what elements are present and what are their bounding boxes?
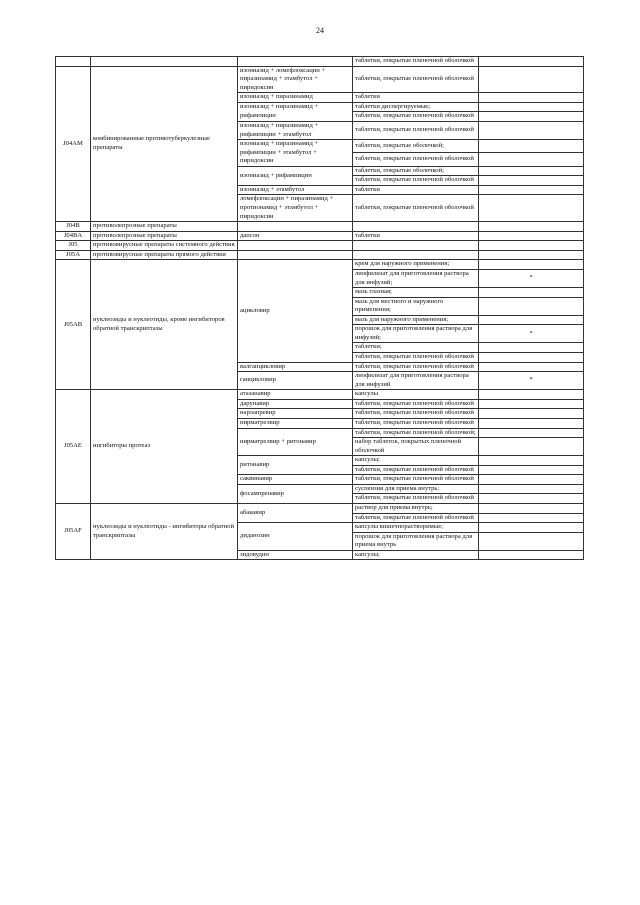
drug-name-cell: изониазид + пиразинамид <box>238 93 353 103</box>
table-row <box>56 57 584 67</box>
note-mark-cell <box>479 102 584 112</box>
dosage-form-cell: крем для наружного применения; <box>353 260 479 270</box>
dosage-form-cell: таблетки, покрытые пленочной оболочкой <box>353 121 479 139</box>
note-mark-cell <box>479 484 584 494</box>
note-mark-cell <box>479 428 584 438</box>
note-mark-cell <box>479 353 584 363</box>
dosage-form-cell: капсулы; <box>353 456 479 466</box>
dosage-form-cell: таблетки, покрытые пленочной оболочкой <box>353 176 479 186</box>
dosage-form-cell: капсулы; <box>353 550 479 560</box>
atc-code-cell: J04AM <box>56 66 91 222</box>
atc-code-cell: J05AE <box>56 390 91 504</box>
dosage-form-cell: таблетки, покрытые пленочной оболочкой <box>353 195 479 222</box>
note-mark-cell <box>479 66 584 93</box>
note-mark-cell <box>479 176 584 186</box>
note-mark-cell <box>479 399 584 409</box>
dosage-form-cell: таблетки, покрытые оболочкой; <box>353 166 479 176</box>
dosage-form-cell: таблетки, покрытые пленочной оболочкой <box>353 465 479 475</box>
note-mark-cell <box>479 231 584 241</box>
dosage-form-cell <box>353 250 479 260</box>
note-mark-cell <box>479 550 584 560</box>
page-number: 24 <box>316 26 324 35</box>
dosage-form-cell: раствор для приема внутрь; <box>353 504 479 514</box>
note-mark-cell <box>479 57 584 67</box>
dosage-form-cell: мазь глазная; <box>353 288 479 298</box>
drug-group-cell: противолепрозные препараты <box>91 222 238 232</box>
note-mark-cell <box>479 297 584 315</box>
drug-group-cell <box>91 57 238 67</box>
drug-group-cell: ингибиторы протеаз <box>91 390 238 504</box>
drug-name-cell: ганцикловир <box>238 372 353 390</box>
drug-name-cell: ацикловир <box>238 260 353 362</box>
drug-name-cell: саквинавир <box>238 475 353 485</box>
note-mark-cell <box>479 362 584 372</box>
note-mark-cell <box>479 343 584 353</box>
dosage-form-cell: таблетки, покрытые пленочной оболочкой <box>353 513 479 523</box>
dosage-form-cell: капсулы кишечнорастворимые; <box>353 523 479 533</box>
table-row <box>56 390 584 400</box>
atc-code-cell: J05AB <box>56 260 91 390</box>
drug-name-cell: ритонавир <box>238 456 353 475</box>
note-mark-cell <box>479 532 584 550</box>
note-mark-cell: * <box>479 372 584 390</box>
table-row <box>56 222 584 232</box>
drug-name-cell: дарунавир <box>238 399 353 409</box>
drug-group-cell: противовирусные препараты системного действия <box>91 241 238 251</box>
drug-name-cell <box>238 57 353 67</box>
table-row <box>56 241 584 251</box>
dosage-form-cell: суспензия для приема внутрь; <box>353 484 479 494</box>
note-mark-cell <box>479 438 584 456</box>
note-mark-cell <box>479 494 584 504</box>
drug-name-cell <box>238 241 353 251</box>
note-mark-cell <box>479 456 584 466</box>
drug-name-cell <box>238 222 353 232</box>
dosage-form-cell: таблетки, покрытые пленочной оболочкой; <box>353 428 479 438</box>
note-mark-cell <box>479 418 584 428</box>
note-mark-cell: * <box>479 269 584 287</box>
dosage-form-cell: таблетки диспергируемые; <box>353 102 479 112</box>
table-row <box>56 66 584 93</box>
drug-name-cell: изониазид + пиразинамид + рифампицин + этамбутол + пиридоксин <box>238 140 353 167</box>
dosage-form-cell: лиофилизат для приготовления раствора для инфузий <box>353 372 479 390</box>
drug-name-cell: нирматрелвир <box>238 418 353 428</box>
note-mark-cell <box>479 140 584 153</box>
note-mark-cell <box>479 409 584 419</box>
note-mark-cell <box>479 166 584 176</box>
table-row <box>56 231 584 241</box>
drug-name-cell: изониазид + пиразинамид + рифампицин <box>238 102 353 121</box>
table-row <box>56 260 584 270</box>
note-mark-cell <box>479 260 584 270</box>
note-mark-cell <box>479 390 584 400</box>
drug-group-cell: нуклеозиды и нуклеотиды, кроме ингибиторов обратной транскриптазы <box>91 260 238 390</box>
dosage-form-cell: таблетки; <box>353 343 479 353</box>
dosage-form-cell: порошок для приготовления раствора для приема внутрь <box>353 532 479 550</box>
dosage-form-cell: таблетки, покрытые пленочной оболочкой <box>353 353 479 363</box>
dosage-form-cell: набор таблеток, покрытых пленочной оболочкой <box>353 438 479 456</box>
dosage-form-cell: лиофилизат для приготовления раствора для инфузий; <box>353 269 479 287</box>
table-row <box>56 250 584 260</box>
dosage-form-cell <box>353 241 479 251</box>
note-mark-cell <box>479 288 584 298</box>
drug-name-cell: фосампренавир <box>238 484 353 503</box>
note-mark-cell <box>479 504 584 514</box>
dosage-form-cell: таблетки, покрытые пленочной оболочкой <box>353 475 479 485</box>
note-mark-cell <box>479 195 584 222</box>
drug-name-cell: валганцикловир <box>238 362 353 372</box>
dosage-form-cell: таблетки, покрытые пленочной оболочкой <box>353 418 479 428</box>
dosage-form-cell: таблетки, покрытые пленочной оболочкой <box>353 57 479 67</box>
drug-name-cell: изониазид + ломефлоксацин + пиразинамид + этамбутол + пиридоксин <box>238 66 353 93</box>
dosage-form-cell: таблетки, покрытые пленочной оболочкой <box>353 409 479 419</box>
note-mark-cell <box>479 153 584 166</box>
drug-name-cell: дапсон <box>238 231 353 241</box>
atc-code-cell: J04BA <box>56 231 91 241</box>
atc-code-cell: J05AF <box>56 504 91 560</box>
atc-code-cell: J04B <box>56 222 91 232</box>
note-mark-cell <box>479 241 584 251</box>
dosage-form-cell: таблетки, покрытые пленочной оболочкой <box>353 66 479 93</box>
note-mark-cell <box>479 185 584 195</box>
drug-name-cell: атазанавир <box>238 390 353 400</box>
drug-name-cell: изониазид + пиразинамид + рифампицин + этамбутол <box>238 121 353 139</box>
dosage-form-cell: мазь для местного и наружного применения; <box>353 297 479 315</box>
drug-group-cell: комбинированные противотуберкулезные препараты <box>91 66 238 222</box>
dosage-form-cell: таблетки, покрытые пленочной оболочкой <box>353 112 479 122</box>
dosage-form-cell: таблетки <box>353 231 479 241</box>
note-mark-cell <box>479 475 584 485</box>
drug-group-cell: противовирусные препараты прямого действия <box>91 250 238 260</box>
note-mark-cell: * <box>479 325 584 343</box>
drug-name-cell: изониазид + рифампицин <box>238 166 353 185</box>
drug-table <box>55 56 584 560</box>
dosage-form-cell: таблетки <box>353 185 479 195</box>
dosage-form-cell: таблетки, покрытые оболочкой; <box>353 140 479 153</box>
note-mark-cell <box>479 465 584 475</box>
note-mark-cell <box>479 250 584 260</box>
drug-name-cell: нарлапревир <box>238 409 353 419</box>
dosage-form-cell: таблетки, покрытые пленочной оболочкой <box>353 399 479 409</box>
drug-name-cell: диданозин <box>238 523 353 551</box>
atc-code-cell <box>56 57 91 67</box>
atc-code-cell: J05A <box>56 250 91 260</box>
note-mark-cell <box>479 93 584 103</box>
dosage-form-cell: порошок для приготовления раствора для инфузий; <box>353 325 479 343</box>
drug-name-cell: ломефлоксацин + пиразинамид + протионамид + этамбутол + пиридоксин <box>238 195 353 222</box>
drug-group-cell: противолепрозные препараты <box>91 231 238 241</box>
table-row <box>56 504 584 514</box>
dosage-form-cell: мазь для наружного применения; <box>353 315 479 325</box>
drug-group-cell: нуклеозиды и нуклеотиды - ингибиторы обратной транскриптазы <box>91 504 238 560</box>
dosage-form-cell: капсулы <box>353 390 479 400</box>
dosage-form-cell: таблетки <box>353 93 479 103</box>
note-mark-cell <box>479 523 584 533</box>
drug-name-cell: зидовудин <box>238 550 353 560</box>
note-mark-cell <box>479 513 584 523</box>
note-mark-cell <box>479 112 584 122</box>
note-mark-cell <box>479 121 584 139</box>
dosage-form-cell: таблетки, покрытые пленочной оболочкой <box>353 494 479 504</box>
dosage-form-cell <box>353 222 479 232</box>
dosage-form-cell: таблетки, покрытые пленочной оболочкой <box>353 153 479 166</box>
drug-name-cell: изониазид + этамбутол <box>238 185 353 195</box>
drug-name-cell: нирматрелвир + ритонавир <box>238 428 353 456</box>
dosage-form-cell: таблетки, покрытые пленочной оболочкой <box>353 362 479 372</box>
atc-code-cell: J05 <box>56 241 91 251</box>
drug-name-cell: абакавир <box>238 504 353 523</box>
note-mark-cell <box>479 315 584 325</box>
drug-name-cell <box>238 250 353 260</box>
note-mark-cell <box>479 222 584 232</box>
